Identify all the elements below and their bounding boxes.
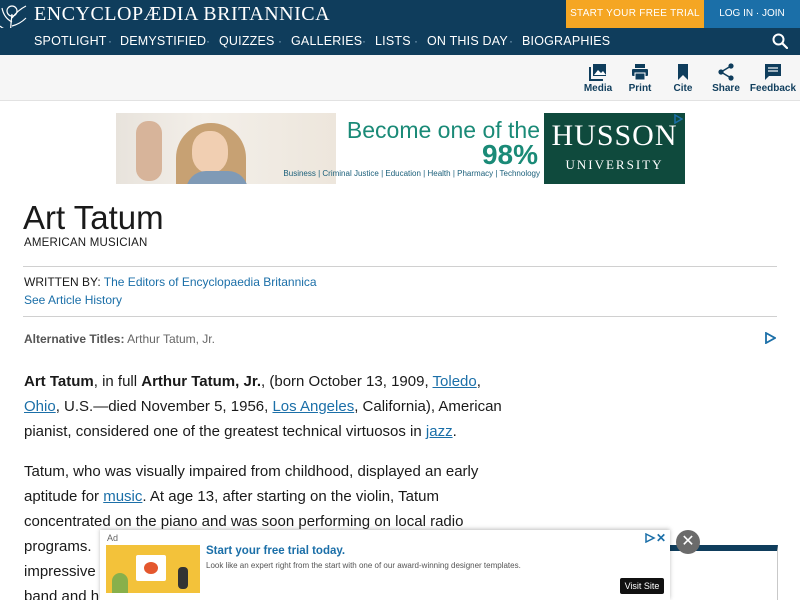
husson-logo-sub: UNIVERSITY <box>565 157 664 172</box>
husson-logo <box>544 113 685 184</box>
ad-close-icon[interactable]: ✕ <box>656 531 667 545</box>
text-run: , (born October 13, 1909, <box>261 373 433 390</box>
close-ad-button[interactable]: ✕ <box>676 530 700 554</box>
link-los-angeles[interactable]: Los Angeles <box>272 398 355 415</box>
link-music[interactable]: music <box>103 488 143 505</box>
nav-biographies[interactable]: BIOGRAPHIES <box>522 34 611 48</box>
text-run: . <box>452 423 457 440</box>
ad-program-tags: Business | Criminal Justice | Education | Health | Pharmacy | Technology <box>283 169 540 178</box>
byline-label: WRITTEN BY: <box>24 275 101 289</box>
adchoices-icon[interactable] <box>644 533 656 543</box>
nav-galleries[interactable]: GALLERIES <box>291 34 363 48</box>
ad-circle-graphic <box>144 562 158 574</box>
media-icon <box>589 63 607 81</box>
nav-on-this-day[interactable]: ON THIS DAY <box>427 34 508 48</box>
print-label: Print <box>628 83 652 94</box>
feedback-icon <box>764 63 782 81</box>
feedback-label: Feedback <box>749 83 797 94</box>
divider <box>23 316 777 317</box>
ad-person-face <box>192 131 228 173</box>
husson-logo-name: HUSSON <box>551 119 678 152</box>
text-run: . At age 13, after starting on the violin, Tatum concentrated on the piano and was soon performing on local radio programs. <box>24 488 464 555</box>
alt-titles-label: Alternative Titles: <box>24 332 125 346</box>
article-paragraph <box>24 369 524 444</box>
nav-separator: · <box>362 34 366 48</box>
nav-lists[interactable]: LISTS <box>375 34 411 48</box>
byline <box>24 275 317 289</box>
banner-ad[interactable] <box>116 113 685 184</box>
bold-full-name: Arthur Tatum, Jr. <box>141 373 262 390</box>
ad-headline: Become one of the <box>346 117 540 143</box>
article-history-link[interactable]: See Article History <box>24 293 123 307</box>
alternative-titles <box>24 332 215 346</box>
share-button[interactable] <box>701 63 751 94</box>
text-run: Tatum, who was visually impaired from childhood, displayed an early aptitude for <box>24 463 479 505</box>
nav-separator: · <box>509 34 513 48</box>
text-run: impressive <box>24 563 96 580</box>
ad-lamp-graphic <box>178 567 188 589</box>
feedback-button[interactable] <box>748 63 798 94</box>
page-subtitle: AMERICAN MUSICIAN <box>24 237 148 249</box>
divider <box>23 266 777 267</box>
bookmark-icon <box>674 63 692 81</box>
ad-image <box>106 545 200 593</box>
article-toolbar <box>0 55 800 101</box>
nav-separator: · <box>278 34 282 48</box>
print-icon <box>631 63 649 81</box>
nav-separator: · <box>206 34 210 48</box>
nav-quizzes[interactable]: QUIZZES <box>219 34 275 48</box>
byline-author-link[interactable]: The Editors of Encyclopaedia Britannica <box>103 275 317 289</box>
media-label: Media <box>583 83 613 94</box>
ad-title[interactable]: Start your free trial today. <box>206 545 346 557</box>
nav-separator: · <box>108 34 112 48</box>
free-trial-button[interactable]: START YOUR FREE TRIAL <box>566 0 704 28</box>
login-join-button[interactable]: LOG IN · JOIN <box>704 0 800 28</box>
text-run: , in full <box>93 373 142 390</box>
bold-name: Art Tatum <box>24 373 94 390</box>
ad-plant-graphic <box>112 573 128 593</box>
link-toledo[interactable]: Toledo <box>432 373 477 390</box>
share-label: Share <box>712 83 740 94</box>
alt-titles-value: Arthur Tatum, Jr. <box>127 332 215 346</box>
text-run: , <box>476 373 481 390</box>
nav-demystified[interactable]: DEMYSTIFIED <box>120 34 207 48</box>
visit-site-button[interactable]: Visit Site <box>620 578 664 594</box>
link-ohio[interactable]: Ohio <box>24 398 56 415</box>
link-jazz[interactable]: jazz <box>425 423 453 440</box>
site-brand[interactable]: ENCYCLOPÆDIA BRITANNICA <box>34 3 331 25</box>
text-run: , U.S.—died November 5, 1956, <box>55 398 273 415</box>
share-icon <box>717 63 735 81</box>
text-run: band and h <box>24 588 100 600</box>
main-nav <box>0 28 800 55</box>
nav-separator: · <box>414 34 418 48</box>
search-icon[interactable] <box>772 33 788 49</box>
nav-spotlight[interactable]: SPOTLIGHT <box>34 34 107 48</box>
bottom-sticky-ad[interactable] <box>100 530 670 600</box>
ad-headline-percent: 98% <box>481 139 538 170</box>
ad-tag: Ad <box>107 533 119 543</box>
adchoices-icon[interactable] <box>673 114 683 124</box>
anatomy-model-graphic <box>136 121 162 181</box>
text-run: , California), American pianist, considered one of the greatest technical virtuosos in <box>24 398 502 440</box>
ad-body: Look like an expert right from the start with one of our award-winning designer templates. <box>206 561 521 570</box>
adchoices-icon[interactable] <box>764 332 776 344</box>
cite-label: Cite <box>673 83 693 94</box>
page-title: Art Tatum <box>23 199 164 236</box>
